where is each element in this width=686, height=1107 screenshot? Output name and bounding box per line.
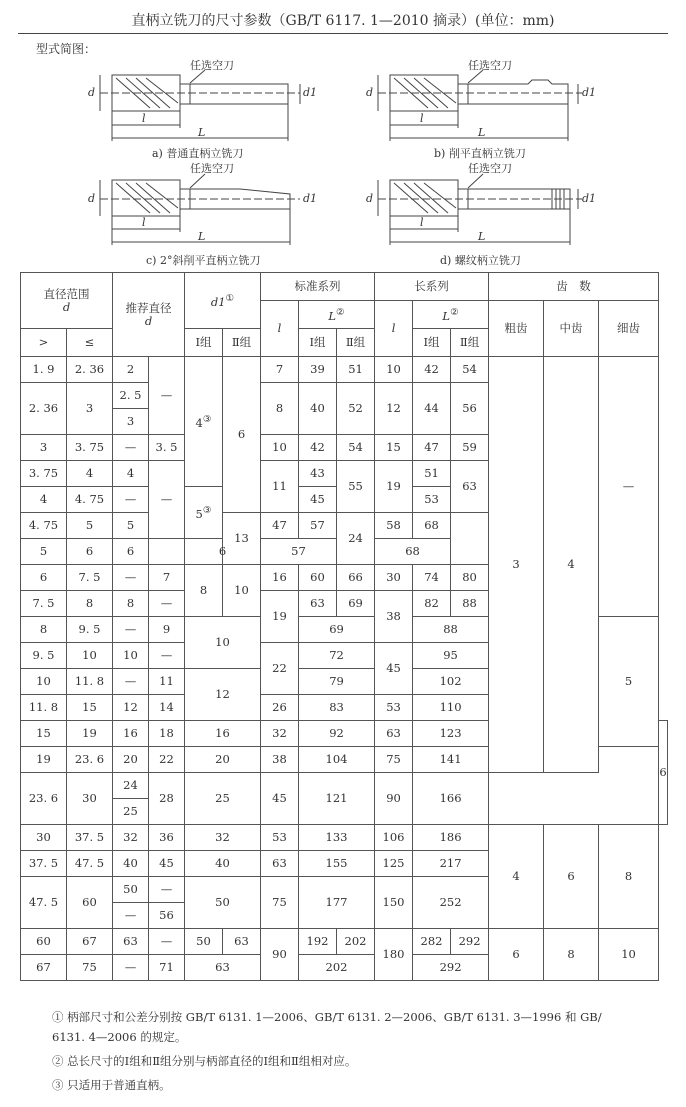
- title-rule: [18, 33, 668, 34]
- figure-label: 型式简图：: [36, 42, 97, 56]
- cell: 47. 5: [67, 851, 113, 877]
- header-long-L-note: ②: [450, 307, 459, 319]
- header-long-L-label: L: [442, 308, 451, 323]
- cell: 5: [67, 513, 113, 539]
- cell: 53: [375, 695, 413, 721]
- cell: 6: [489, 929, 544, 981]
- cell: 83: [299, 695, 375, 721]
- cell: 22: [149, 747, 185, 773]
- d1-value: 5: [195, 506, 203, 521]
- cell: 79: [299, 669, 375, 695]
- cell: 63: [299, 591, 337, 617]
- caption-a: a) 普通直柄立铣刀: [152, 147, 244, 160]
- cell: 3: [489, 357, 544, 773]
- cell: 51: [337, 357, 375, 383]
- cell: 25: [113, 799, 149, 825]
- header-row-1: [21, 273, 668, 301]
- cell: 6: [67, 539, 113, 565]
- cell: 30: [375, 565, 413, 591]
- cell: —: [113, 903, 149, 929]
- table-row: [21, 773, 668, 799]
- header-coarse: 粗齿: [489, 301, 544, 357]
- cell: —: [113, 669, 149, 695]
- cell: 58: [375, 513, 413, 539]
- table-row: [21, 929, 668, 955]
- header-standard-l: l: [261, 301, 299, 357]
- header-gt: >: [21, 329, 67, 357]
- cell: 69: [299, 617, 375, 643]
- callout-b: 任选空刀: [468, 59, 512, 72]
- cell: 40: [299, 383, 337, 435]
- note-ref: ③: [202, 414, 212, 426]
- header-standard-L-label: L: [328, 308, 337, 323]
- table-row: [21, 825, 668, 851]
- cell: 47: [261, 513, 299, 539]
- cell: 38: [375, 591, 413, 643]
- cell: 5: [599, 617, 659, 747]
- cell: 22: [261, 643, 299, 695]
- dim-d1-b: d1: [582, 86, 597, 99]
- cell: [185, 357, 223, 487]
- cell: 192: [299, 929, 337, 955]
- cell: 44: [413, 383, 451, 435]
- cell: 82: [413, 591, 451, 617]
- cell: 3: [67, 383, 113, 435]
- header-long: 长系列: [375, 273, 489, 301]
- header-long-L: [413, 301, 489, 329]
- cell: 68: [413, 513, 451, 539]
- cell: —: [149, 591, 185, 617]
- cell: 56: [149, 903, 185, 929]
- cell: —: [149, 877, 185, 903]
- cell: 63: [113, 929, 149, 955]
- cell: 3: [21, 435, 67, 461]
- cell: 56: [451, 383, 489, 435]
- cell: 6: [21, 565, 67, 591]
- cell: 15: [375, 435, 413, 461]
- cell: 10: [261, 435, 299, 461]
- cell: 47: [413, 435, 451, 461]
- cell: 50: [185, 929, 223, 955]
- cell: 9. 5: [21, 643, 67, 669]
- cell: —: [113, 617, 149, 643]
- cell: 2. 36: [21, 383, 67, 435]
- caption-d: d) 螺纹柄立铣刀: [440, 254, 521, 267]
- cell: 6: [659, 721, 668, 825]
- cell: 4: [67, 461, 113, 487]
- dim-d1-a: d1: [303, 86, 318, 99]
- cell: 51: [413, 461, 451, 487]
- cell: 177: [299, 877, 375, 929]
- cell: 7. 5: [21, 591, 67, 617]
- cell: 2. 36: [67, 357, 113, 383]
- cell: 59: [451, 435, 489, 461]
- cell: 3. 5: [149, 435, 185, 461]
- cell: 12: [375, 383, 413, 435]
- dim-d-b: d: [366, 86, 374, 99]
- cell: 63: [451, 461, 489, 513]
- cell: 125: [375, 851, 413, 877]
- cell: 5: [113, 513, 149, 539]
- cell: 141: [413, 747, 489, 773]
- cell: 3: [113, 409, 149, 435]
- header-long-group1: Ⅰ组: [413, 329, 451, 357]
- cell: 16: [185, 721, 261, 747]
- cell: 10: [21, 669, 67, 695]
- cell: 123: [413, 721, 489, 747]
- dim-d-d: d: [366, 192, 374, 205]
- cell: 6: [223, 357, 261, 513]
- cell: 19: [21, 747, 67, 773]
- cell: 16: [261, 565, 299, 591]
- cell: 63: [223, 929, 261, 955]
- cell: 95: [413, 643, 489, 669]
- header-long-l: l: [375, 301, 413, 357]
- cell: 180: [375, 929, 413, 981]
- dim-L-c: L: [198, 230, 206, 243]
- header-d1-label: d1: [210, 294, 226, 309]
- cell: 155: [299, 851, 375, 877]
- cell: 133: [299, 825, 375, 851]
- cell: 28: [149, 773, 185, 825]
- cell: 32: [113, 825, 149, 851]
- header-std-group1: Ⅰ组: [299, 329, 337, 357]
- cell: 92: [299, 721, 375, 747]
- caption-b: b) 削平直柄立铣刀: [434, 147, 526, 160]
- cell: 10: [67, 643, 113, 669]
- cell: 45: [299, 487, 337, 513]
- footnote-3: ③ 只适用于普通直柄。: [52, 1078, 171, 1092]
- cell: 110: [413, 695, 489, 721]
- cell: 8: [21, 617, 67, 643]
- page-title: 直柄立铣刀的尺寸参数（GB/T 6117. 1—2010 摘录）(单位：mm): [131, 13, 555, 29]
- d1-value: 4: [195, 415, 203, 430]
- cell: 88: [451, 591, 489, 617]
- cell: 60: [21, 929, 67, 955]
- cell: 90: [261, 929, 299, 981]
- cell: 4: [113, 461, 149, 487]
- cell: 15: [21, 721, 67, 747]
- cell: 63: [185, 955, 261, 981]
- cell: 12: [185, 669, 261, 721]
- dim-L-d: L: [478, 230, 486, 243]
- cell: —: [113, 487, 149, 513]
- cell: 6: [185, 539, 261, 565]
- dim-l-a: l: [142, 112, 146, 125]
- cell: —: [149, 929, 185, 955]
- cell: 24: [337, 513, 375, 565]
- cell: 7: [261, 357, 299, 383]
- cell: 19: [261, 591, 299, 643]
- cell: 37. 5: [67, 825, 113, 851]
- cell: 63: [261, 851, 299, 877]
- cell: [185, 487, 223, 539]
- cell: 11. 8: [21, 695, 67, 721]
- cell: 104: [299, 747, 375, 773]
- cell: 30: [67, 773, 113, 825]
- dim-l-c: l: [142, 216, 146, 229]
- cell: 10: [223, 565, 261, 617]
- cell: 74: [413, 565, 451, 591]
- cell: 11. 8: [67, 669, 113, 695]
- header-long-group2: Ⅱ组: [451, 329, 489, 357]
- cell: 47. 5: [21, 877, 67, 929]
- cell: 75: [261, 877, 299, 929]
- cell: 54: [451, 357, 489, 383]
- cell: 26: [261, 695, 299, 721]
- cell: 8: [599, 825, 659, 929]
- dimension-table: [20, 272, 668, 981]
- header-fine: 细齿: [599, 301, 659, 357]
- cell: 25: [185, 773, 261, 825]
- dim-L-b: L: [478, 126, 486, 139]
- header-d1: [185, 273, 261, 329]
- cell: 19: [375, 461, 413, 513]
- cell: 75: [67, 955, 113, 981]
- cell: 20: [185, 747, 261, 773]
- cell: 10: [599, 929, 659, 981]
- cell: —: [113, 565, 149, 591]
- cell: 42: [413, 357, 451, 383]
- cell: 71: [149, 955, 185, 981]
- cell: 8: [261, 383, 299, 435]
- header-recommended-label: 推荐直径: [125, 300, 172, 315]
- cell: 57: [261, 539, 337, 565]
- cell: 63: [375, 721, 413, 747]
- cell: 53: [413, 487, 451, 513]
- cell: 6: [113, 539, 149, 565]
- cell: 8: [185, 565, 223, 617]
- cell: 40: [185, 851, 261, 877]
- cell: [149, 539, 185, 565]
- cell: —: [149, 357, 185, 435]
- cell: 23. 6: [67, 747, 113, 773]
- note-ref: ③: [202, 505, 212, 517]
- cell: 42: [299, 435, 337, 461]
- callout-d: 任选空刀: [468, 162, 512, 175]
- cell: 19: [67, 721, 113, 747]
- footnote-2: ② 总长尺寸的Ⅰ组和Ⅱ组分别与柄部直径的Ⅰ组和Ⅱ组相对应。: [52, 1054, 357, 1068]
- cell: —: [599, 357, 659, 617]
- cell: 7. 5: [67, 565, 113, 591]
- cell: 121: [299, 773, 375, 825]
- cell: 11: [149, 669, 185, 695]
- cell: —: [149, 461, 185, 539]
- cell: 24: [113, 773, 149, 799]
- cell: 202: [337, 929, 375, 955]
- dim-L-a: L: [198, 126, 206, 139]
- cell: 23. 6: [21, 773, 67, 825]
- cell: 55: [337, 461, 375, 513]
- cell: 8: [67, 591, 113, 617]
- cell: —: [113, 435, 149, 461]
- cell: 202: [299, 955, 375, 981]
- footnotes: [52, 1005, 668, 1097]
- header-standard-L-note: ②: [336, 307, 345, 319]
- cell: 106: [375, 825, 413, 851]
- cell: 45: [375, 643, 413, 695]
- cell: 4. 75: [67, 487, 113, 513]
- cell: 11: [261, 461, 299, 513]
- cell: 36: [149, 825, 185, 851]
- cell: 90: [375, 773, 413, 825]
- callout-c: 任选空刀: [190, 162, 234, 175]
- cell: 166: [413, 773, 489, 825]
- cell: 186: [413, 825, 489, 851]
- cell: 10: [375, 357, 413, 383]
- cell: 12: [113, 695, 149, 721]
- dim-l-b: l: [420, 112, 424, 125]
- cell: —: [149, 643, 185, 669]
- cell: 67: [21, 955, 67, 981]
- cell: 7: [149, 565, 185, 591]
- cell: 2: [113, 357, 149, 383]
- header-standard-L: [299, 301, 375, 329]
- cell: 9. 5: [67, 617, 113, 643]
- cell: 150: [375, 877, 413, 929]
- cell: 32: [261, 721, 299, 747]
- cell: 69: [337, 591, 375, 617]
- cell: 66: [337, 565, 375, 591]
- cell: 45: [149, 851, 185, 877]
- header-recommended-d: d: [144, 313, 153, 328]
- cell: 292: [413, 955, 489, 981]
- cell: 20: [113, 747, 149, 773]
- cell: 282: [413, 929, 451, 955]
- dim-d1-d: d1: [582, 192, 597, 205]
- cell: 10: [113, 643, 149, 669]
- cell: 54: [337, 435, 375, 461]
- cell: 32: [185, 825, 261, 851]
- cell: 43: [299, 461, 337, 487]
- cell: 102: [413, 669, 489, 695]
- cell: 292: [451, 929, 489, 955]
- cell: 39: [299, 357, 337, 383]
- cell: 8: [113, 591, 149, 617]
- header-le: ≤: [67, 329, 113, 357]
- cell: 16: [113, 721, 149, 747]
- header-d1-group1: Ⅰ组: [185, 329, 223, 357]
- cell: 14: [149, 695, 185, 721]
- cell: 6: [544, 825, 599, 929]
- cell: —: [113, 955, 149, 981]
- cell: 75: [375, 747, 413, 773]
- cell: 88: [413, 617, 489, 643]
- footnote-1: ① 柄部尺寸和公差分别按 GB/T 6131. 1—2006、GB/T 6131. 2—2006、GB/T 6131. 3—1996 和 GB/: [52, 1010, 602, 1024]
- header-std-group2: Ⅱ组: [337, 329, 375, 357]
- cell: 4: [489, 825, 544, 929]
- header-d1-group2: Ⅱ组: [223, 329, 261, 357]
- cell: 252: [413, 877, 489, 929]
- cell: 80: [451, 565, 489, 591]
- table-row: [21, 357, 668, 383]
- cell: 53: [261, 825, 299, 851]
- dim-l-d: l: [420, 216, 424, 229]
- cell: 2. 5: [113, 383, 149, 409]
- cell: 60: [67, 877, 113, 929]
- cell: 50: [185, 877, 261, 929]
- header-d1-note: ①: [225, 293, 235, 305]
- cell: 4: [544, 357, 599, 773]
- header-standard: 标准系列: [261, 273, 375, 301]
- caption-c: c) 2°斜削平直柄立铣刀: [146, 254, 261, 267]
- header-medium: 中齿: [544, 301, 599, 357]
- callout-a: 任选空刀: [190, 59, 234, 72]
- header-diameter-range: [21, 273, 113, 329]
- cell: 40: [113, 851, 149, 877]
- cell: 4: [21, 487, 67, 513]
- footnote-1-cont: 6131. 4—2006 的规定。: [52, 1030, 187, 1044]
- header-diameter-range-label: 直径范围: [43, 286, 90, 301]
- cell: 45: [261, 773, 299, 825]
- cell: 30: [21, 825, 67, 851]
- header-teeth: 齿 数: [489, 273, 659, 301]
- cell: 5: [21, 539, 67, 565]
- header-recommended: [113, 273, 185, 357]
- cell: 37. 5: [21, 851, 67, 877]
- cell: 10: [185, 617, 261, 669]
- cell: 38: [261, 747, 299, 773]
- cell: 67: [67, 929, 113, 955]
- cell: 8: [544, 929, 599, 981]
- dim-d1-c: d1: [303, 192, 318, 205]
- cell: 4. 75: [21, 513, 67, 539]
- cell: 50: [113, 877, 149, 903]
- dim-d-a: d: [88, 86, 96, 99]
- cell: 57: [299, 513, 337, 539]
- type-sketches: [0, 50, 686, 272]
- cell: 13: [223, 513, 261, 565]
- cell: 15: [67, 695, 113, 721]
- cell: 52: [337, 383, 375, 435]
- cell: 1. 9: [21, 357, 67, 383]
- cell: 60: [299, 565, 337, 591]
- cell: 72: [299, 643, 375, 669]
- cell: 18: [149, 721, 185, 747]
- header-diameter-range-d: d: [62, 299, 71, 314]
- cell: 9: [149, 617, 185, 643]
- cell: 3. 75: [21, 461, 67, 487]
- cell: 68: [375, 539, 451, 565]
- cell: 217: [413, 851, 489, 877]
- cell: 3. 75: [67, 435, 113, 461]
- dim-d-c: d: [88, 192, 96, 205]
